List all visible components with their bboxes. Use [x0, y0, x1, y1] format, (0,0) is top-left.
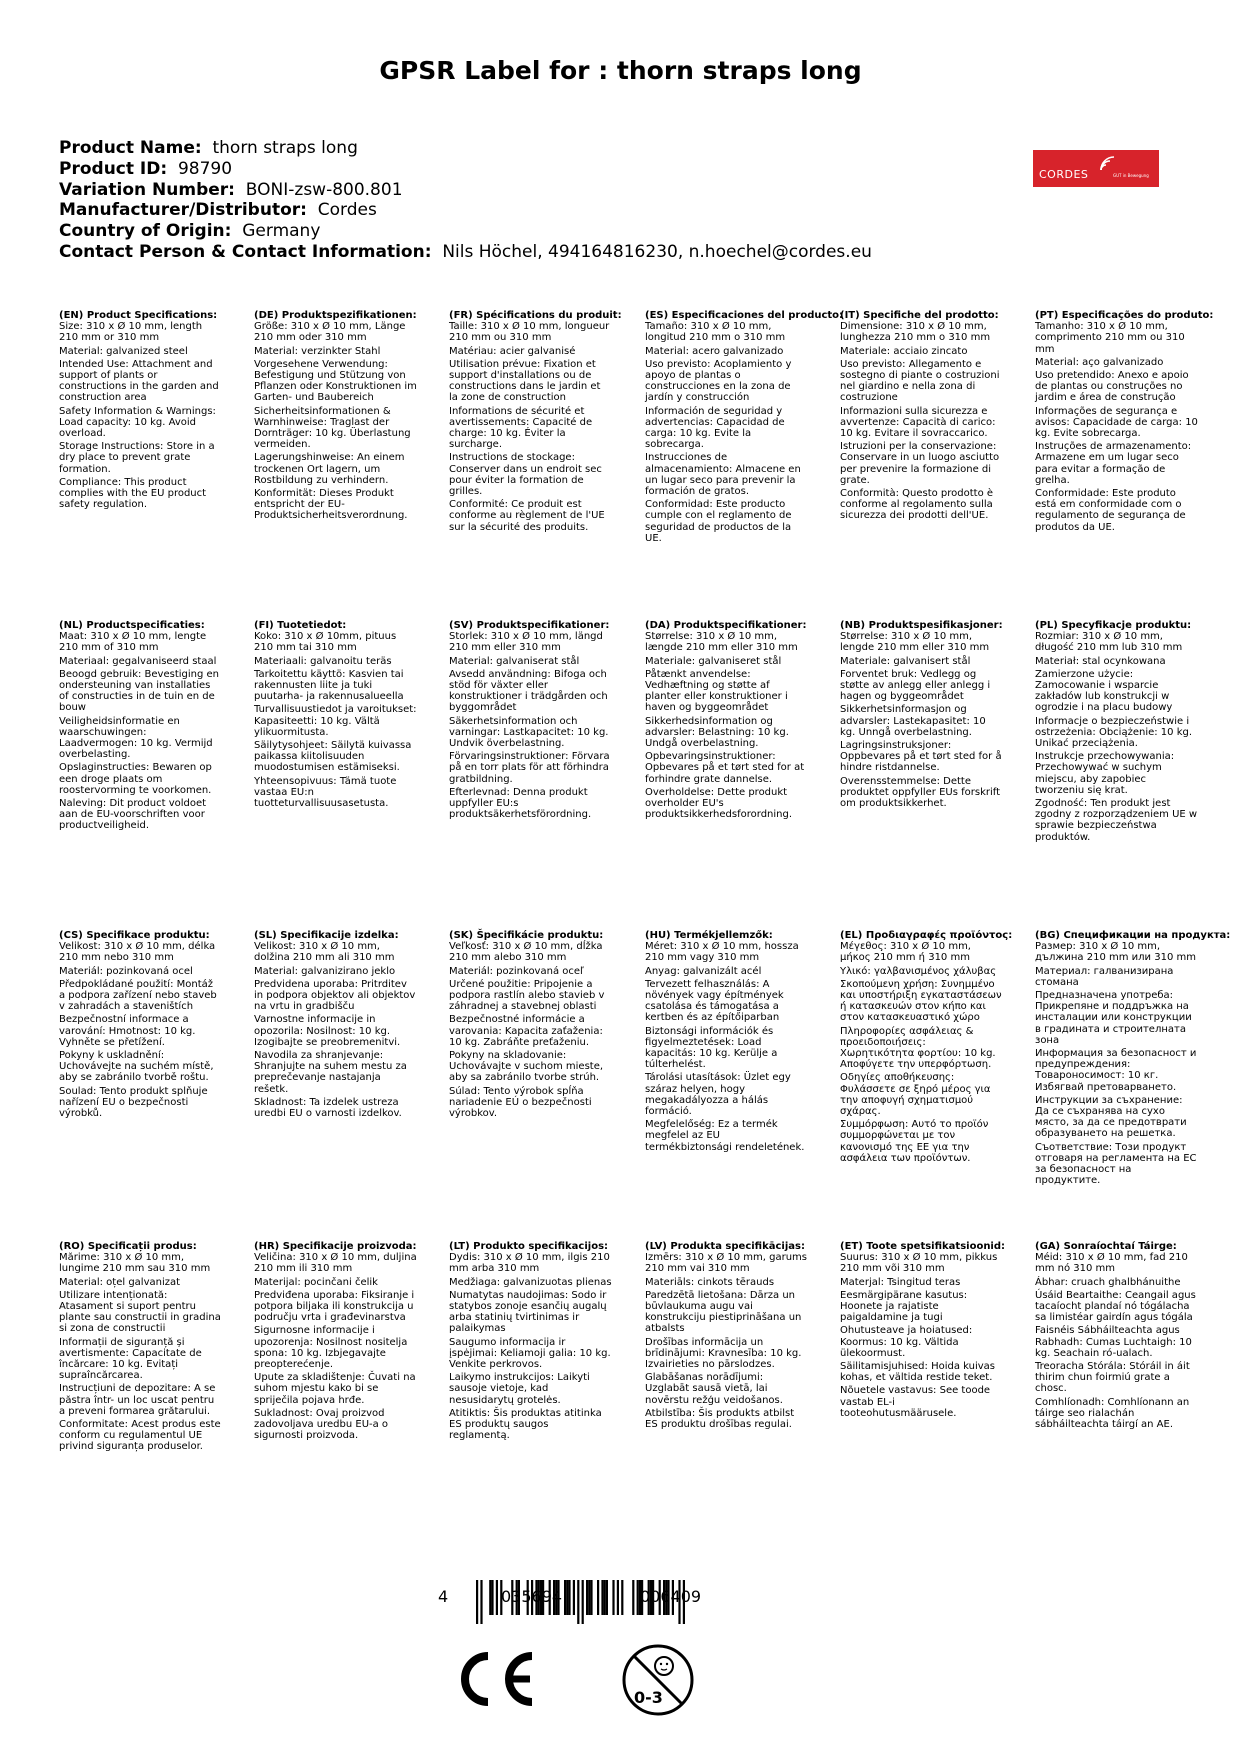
- barcode-bar: [612, 1580, 614, 1615]
- spec-paragraph: Opbevaringsinstruktioner: Opbevares på et tørt sted for at forhindre grate dannelse.: [645, 751, 805, 785]
- spec-paragraph: Material: verzinkter Stahl: [254, 345, 381, 357]
- logo-text: CORDES: [1039, 168, 1089, 181]
- spec-paragraph: Zgodność: Ten produkt jest zgodny z rozporządzeniem UE w sprawie bezpieczeństwa produktów.: [1035, 798, 1198, 843]
- spec-heading: (HR) Specifikacije proizvoda:: [254, 1241, 417, 1252]
- spec-block: [1035, 620, 1198, 845]
- spec-paragraph: Instrucciones de almacenamiento: Almacene en un lugar seco para prevenir la formación de gratos.: [645, 452, 801, 498]
- no-children-0-3-icon: [620, 1642, 696, 1718]
- barcode-bar: [564, 1580, 566, 1615]
- spec-block: [59, 310, 222, 512]
- spec-paragraph: Overholdelse: Dette produkt overholder EU's produktsikkerhedsforordning.: [645, 786, 793, 821]
- spec-paragraph: Förvaringsinstruktioner: Förvara på en torr plats för att förhindra gratbildning.: [449, 751, 610, 785]
- spec-paragraph: Bezpečnostné informácie a varovania: Kapacita zaťaženia: 10 kg. Zabráňte preťaženiu.: [449, 1014, 603, 1048]
- spec-paragraph: Forventet bruk: Vedlegg og støtte av anlegg eller anlegg i hagen og byggeområdet: [840, 668, 991, 703]
- barcode-bar: [632, 1580, 634, 1615]
- country-of-origin-value: Germany: [242, 221, 321, 242]
- spec-paragraph: Varnostne informacije in opozorila: Nosilnost: 10 kg. Izogibajte se preobremenitvi.: [254, 1014, 401, 1048]
- spec-paragraph: Veiligheidsinformatie en waarschuwingen: Laadvermogen: 10 kg. Vermijd overbelasting.: [59, 715, 213, 761]
- spec-heading: (DE) Produktspezifikationen:: [254, 310, 417, 321]
- spec-block: [645, 620, 808, 822]
- country-of-origin-label: Country of Origin:: [59, 221, 232, 242]
- contact-label: Contact Person & Contact Information:: [59, 241, 432, 262]
- spec-paragraph: Sigurnosne informacije i upozorenja: Nosilnost nositelja spona: 10 kg. Izbjegavajte preopterećenje.: [254, 1325, 408, 1371]
- product-name-label: Product Name:: [59, 138, 202, 158]
- spec-paragraph: Dimensione: 310 x Ø 10 mm, lunghezza 210 mm o 310 mm: [840, 321, 991, 344]
- spec-heading: (HU) Termékjellemzők:: [645, 930, 773, 941]
- spec-block: [645, 1241, 808, 1432]
- spec-paragraph: Předpokládané použití: Montáž a podpora zařízení nebo staveb v zahradách a staveništích: [59, 978, 217, 1013]
- spec-paragraph: Размер: 310 x Ø 10 mm, дължина 210 mm или 310 mm: [1035, 941, 1196, 964]
- barcode-bar: [617, 1580, 619, 1615]
- spec-heading: (NB) Produktspesifikasjoner:: [840, 620, 1003, 631]
- spec-paragraph: Medžiaga: galvanizuotas plienas: [449, 1276, 612, 1288]
- spec-paragraph: Informații de siguranță și avertismente: Capacitate de încărcare: 10 kg. Evitați supraîncărcarea.: [59, 1336, 202, 1382]
- spec-paragraph: Taille: 310 x Ø 10 mm, longueur 210 mm ou 310 mm: [449, 321, 610, 344]
- variation-number-value: BONI-zsw-800.801: [245, 179, 403, 200]
- spec-paragraph: Rozmiar: 310 x Ø 10 mm, długość 210 mm lub 310 mm: [1035, 631, 1183, 654]
- spec-heading: (LV) Produkta specifikācijas:: [645, 1241, 805, 1252]
- barcode-bar: [588, 1580, 590, 1615]
- spec-heading: (PT) Especificações do produto:: [1035, 310, 1214, 321]
- spec-paragraph: Biztonsági információk és figyelmeztetések: Load kapacitás: 10 kg. Kerülje a túlterhelést.: [645, 1025, 778, 1071]
- spec-paragraph: Eesmärgipärane kasutus: Hoonete ja rajatiste paigaldamine ja tugi: [840, 1289, 968, 1324]
- spec-paragraph: Suurus: 310 x Ø 10 mm, pikkus 210 mm või 310 mm: [840, 1252, 998, 1275]
- spec-paragraph: Größe: 310 x Ø 10 mm, Länge 210 mm oder 310 mm: [254, 321, 406, 344]
- spec-paragraph: Upute za skladištenje: Čuvati na suhom mjestu kako bi se spriječila pojava hrđe.: [254, 1372, 416, 1406]
- spec-block: [449, 930, 612, 1121]
- spec-paragraph: Materiál: pozinkovaná oceľ: [449, 965, 584, 977]
- barcode-bar: [637, 1580, 639, 1615]
- spec-paragraph: Material: acero galvanizado: [645, 345, 784, 357]
- spec-paragraph: Turvallisuustiedot ja varoitukset: Kapasiteetti: 10 kg. Vältä ylikuormitusta.: [254, 704, 417, 738]
- contact-row: [59, 242, 872, 263]
- spec-paragraph: Uso pretendido: Anexo e apoio de plantas ou construções no jardim e área de construção: [1035, 370, 1189, 404]
- spec-paragraph: Storlek: 310 x Ø 10 mm, längd 210 mm eller 310 mm: [449, 631, 603, 654]
- spec-paragraph: Pokyny na skladovanie: Uchovávajte v suchom mieste, aby sa zabránilo tvorbe strúh.: [449, 1050, 604, 1084]
- variation-number-row: [59, 180, 872, 201]
- barcode-left-group: 035694: [501, 1587, 563, 1606]
- spec-paragraph: Koko: 310 x Ø 10mm, pituus 210 mm tai 310 mm: [254, 631, 397, 654]
- spec-paragraph: Información de seguridad y advertencias: Capacidad de carga: 10 kg. Evite la sobrecarga.: [645, 405, 785, 451]
- spec-heading: (ES) Especificaciones del producto:: [645, 310, 844, 321]
- spec-paragraph: Pokyny k uskladnění: Uchovávejte na suchém místě, aby se zabránilo tvorbě roštu.: [59, 1050, 214, 1084]
- page-title: GPSR Label for : thorn straps long: [379, 56, 862, 85]
- spec-paragraph: Vorgesehene Verwendung: Befestigung und Stützung von Pflanzen oder Konstruktionen im Garten- und Baubereich: [254, 358, 417, 404]
- spec-paragraph: Material: galvanized steel: [59, 345, 188, 357]
- spec-paragraph: Saugumo informacija ir įspėjimai: Keliamoji galia: 10 kg. Venkite perkrovos.: [449, 1336, 611, 1371]
- spec-paragraph: Påtænkt anvendelse: Vedhæftning og støtte af planter eller konstruktioner i haven og byggeområdet: [645, 668, 788, 714]
- spec-paragraph: Instrucțiuni de depozitare: A se păstra într- un loc uscat pentru a preveni formarea grătarului.: [59, 1383, 216, 1417]
- spec-paragraph: Informações de segurança e avisos: Capacidade de carga: 10 kg. Evite sobrecarga.: [1035, 405, 1198, 440]
- barcode-bar: [577, 1580, 579, 1624]
- barcode-bar: [597, 1580, 599, 1615]
- spec-paragraph: Instruções de armazenamento: Armazene em um lugar seco para evitar a formação de grelha.: [1035, 441, 1192, 486]
- spec-paragraph: Konformität: Dieses Produkt entspricht der EU-Produktsicherheitsverordnung.: [254, 488, 408, 522]
- spec-heading: (IT) Specifiche del prodotto:: [840, 310, 999, 321]
- barcode-right-group: 006409: [640, 1587, 702, 1606]
- spec-paragraph: Glabāšanas norādījumi: Uzglabāt sausā vietā, lai novērstu režģu veidošanos.: [645, 1372, 783, 1406]
- spec-paragraph: Navodila za shranjevanje: Shranjujte na suhem mestu za preprečevanje nastajanja rešetk.: [254, 1050, 407, 1095]
- spec-heading: (EN) Product Specifications:: [59, 310, 218, 321]
- spec-paragraph: Uso previsto: Allegamento e sostegno di piante o costruzioni nel giardino e nella zona di costruzione: [840, 358, 1000, 404]
- spec-block: [59, 1241, 222, 1455]
- spec-paragraph: Comhlíonadh: Comhlíonann an táirge seo rialachán sábháilteachta táirgí an AE.: [1035, 1396, 1190, 1431]
- barcode-bar: [491, 1580, 493, 1615]
- barcode-bar: [590, 1580, 592, 1615]
- spec-paragraph: Safety Information & Warnings: Load capacity: 10 kg. Avoid overload.: [59, 405, 216, 440]
- spec-paragraph: Predviđena uporaba: Fiksiranje i potpora biljaka ili konstrukcija u području vrta i građevinarstva: [254, 1289, 415, 1324]
- spec-paragraph: Velikost: 310 x Ø 10 mm, dolžina 210 mm ali 310 mm: [254, 941, 395, 964]
- spec-paragraph: Určené použitie: Pripojenie a podpora rastlín alebo stavieb v záhradnej a stavebnej oblasti: [449, 978, 605, 1013]
- spec-paragraph: Velikost: 310 x Ø 10 mm, délka 210 mm nebo 310 mm: [59, 941, 216, 964]
- spec-paragraph: Materiāls: cinkots tērauds: [645, 1276, 775, 1288]
- spec-paragraph: Tervezett felhasználás: A növények vagy építmények csatolása és támogatása a kertben és az építőiparban: [645, 978, 784, 1024]
- spec-paragraph: Veľkosť: 310 x Ø 10 mm, dĺžka 210 mm alebo 310 mm: [449, 941, 603, 964]
- spec-paragraph: Ábhar: cruach ghalbhánuithe: [1035, 1276, 1181, 1288]
- spec-heading: (SV) Produktspecifikationer:: [449, 620, 610, 631]
- spec-block: [254, 1241, 417, 1443]
- spec-block: [645, 310, 844, 546]
- spec-heading: (DA) Produktspecifikationer:: [645, 620, 807, 631]
- spec-paragraph: Material: galvanizirano jeklo: [254, 965, 396, 977]
- barcode-bar: [573, 1580, 575, 1615]
- spec-paragraph: Størrelse: 310 x Ø 10 mm, længde 210 mm eller 310 mm: [645, 631, 798, 654]
- spec-block: [254, 310, 417, 524]
- spec-paragraph: Sikkerhedsinformation og advarsler: Belastning: 10 kg. Undgå overbelastning.: [645, 715, 789, 750]
- spec-block: [449, 310, 622, 535]
- spec-paragraph: Materiaali: galvanoitu teräs: [254, 655, 392, 667]
- barcode-bar: [476, 1580, 478, 1624]
- spec-paragraph: Πληροφορίες ασφάλειας & προειδοποιήσεις: Χωρητικότητα φορτίου: 10 kg. Αποφύγετε την υπερφόρτωση.: [840, 1025, 996, 1071]
- product-name-row: [59, 138, 872, 159]
- barcode-bar: [604, 1580, 606, 1615]
- spec-paragraph: Conformità: Questo prodotto è conforme al regolamento sulla sicurezza dei prodotti dell'UE.: [840, 488, 994, 522]
- spec-block: [449, 1241, 612, 1443]
- spec-heading: (RO) Specificații produs:: [59, 1241, 197, 1252]
- spec-paragraph: Méret: 310 x Ø 10 mm, hossza 210 mm vagy 310 mm: [645, 941, 799, 964]
- barcode-bar: [489, 1580, 491, 1615]
- spec-paragraph: Materiale: galvanisert stål: [840, 655, 971, 667]
- product-name-value: thorn straps long: [212, 138, 358, 158]
- contact-value: Nils Höchel, 494164816230, n.hoechel@cordes.eu: [442, 241, 872, 262]
- spec-paragraph: Säilitamisjuhised: Hoida kuivas kohas, et vältida restide teket.: [840, 1361, 996, 1384]
- spec-paragraph: Materjal: Tsingitud teras: [840, 1276, 961, 1288]
- spec-paragraph: Compliance: This product complies with the EU product safety regulation.: [59, 476, 207, 511]
- spec-block: [1035, 930, 1231, 1188]
- spec-paragraph: Atitiktis: Šis produktas atitinka ES produktų saugos reglamentą.: [449, 1407, 602, 1442]
- spec-paragraph: Sicherheitsinformationen & Warnhinweise: Traglast der Dornträger: 10 kg. Überlastung vermeiden.: [254, 405, 411, 451]
- spec-paragraph: Uso previsto: Acoplamiento y apoyo de plantas o construcciones en la zona de jardín y construcción: [645, 358, 792, 404]
- spec-paragraph: Maat: 310 x Ø 10 mm, lengte 210 mm of 310 mm: [59, 631, 207, 654]
- spec-paragraph: Materiál: pozinkovaná ocel: [59, 965, 193, 977]
- spec-paragraph: Izmērs: 310 x Ø 10 mm, garums 210 mm vai 310 mm: [645, 1252, 807, 1275]
- spec-paragraph: Informazioni sulla sicurezza e avvertenze: Capacità di carico: 10 kg. Evitare il sovraccarico.: [840, 405, 996, 440]
- barcode-bar: [582, 1580, 584, 1624]
- spec-paragraph: Ohutusteave ja hoiatused: Koormus: 10 kg. Vältida ülekoormust.: [840, 1325, 973, 1359]
- logo-tagline: GUT in Bewegung: [1113, 173, 1149, 178]
- spec-paragraph: Tarkoitettu käyttö: Kasvien tai rakennusten liite ja tuki puutarha- ja rakennusalueella: [254, 668, 404, 703]
- spec-paragraph: Μέγεθος: 310 x Ø 10 mm, μήκος 210 mm ή 310 mm: [840, 941, 971, 964]
- barcode-bar: [496, 1580, 498, 1615]
- barcode-bar: [480, 1580, 482, 1624]
- spec-paragraph: Informacje o bezpieczeństwie i ostrzeżenia: Obciążenie: 10 kg. Unikać przeciążenia.: [1035, 715, 1193, 750]
- spec-block: [254, 930, 417, 1121]
- spec-paragraph: Mărime: 310 x Ø 10 mm, lungime 210 mm sau 310 mm: [59, 1252, 211, 1275]
- spec-heading: (FI) Tuotetiedot:: [254, 620, 347, 631]
- spec-paragraph: Säilytysohjeet: Säilytä kuivassa paikassa kiitolisuuden muodostumisen estämiseksi.: [254, 740, 412, 774]
- spec-block: [840, 1241, 1006, 1421]
- spec-paragraph: Материал: галванизирана стомана: [1035, 965, 1174, 988]
- spec-paragraph: Säkerhetsinformation och varningar: Lastkapacitet: 10 kg. Undvik överbelastning.: [449, 715, 609, 750]
- spec-paragraph: Zamierzone użycie: Zamocowanie i wsparcie zakładów lub konstrukcji w ogrodzie i na placu budowy: [1035, 668, 1173, 714]
- spec-block: [840, 930, 1013, 1166]
- spec-paragraph: Material: oțel galvanizat: [59, 1276, 181, 1288]
- spec-paragraph: Atbilstība: Šis produkts atbilst ES produktu drošības regulai.: [645, 1407, 795, 1431]
- spec-paragraph: Úsáid Beartaithe: Ceangail agus tacaíocht plandaí nó tógálacha sa limistéar gairdín agus tógála: [1035, 1289, 1196, 1324]
- spec-paragraph: Съответствие: Този продукт отговаря на регламента на ЕС за безопасност на продуктите.: [1035, 1141, 1197, 1187]
- spec-paragraph: Conformité: Ce produit est conforme au règlement de l'UE sur la sécurité des produits.: [449, 499, 605, 533]
- spec-paragraph: Bezpečnostní informace a varování: Hmotnost: 10 kg. Vyhněte se přetížení.: [59, 1014, 196, 1048]
- product-id-row: [59, 159, 872, 180]
- spec-paragraph: Tamaño: 310 x Ø 10 mm, longitud 210 mm o 310 mm: [645, 321, 786, 344]
- spec-heading: (LT) Produkto specifikacijos:: [449, 1241, 609, 1252]
- spec-paragraph: Overensstemmelse: Dette produktet oppfyller EUs forskrift om produktsikkerhet.: [840, 775, 1001, 810]
- spec-paragraph: Faisnéis Sábháilteachta agus Rabhadh: Cumas Luchtaigh: 10 kg. Seachain ró-ualach.: [1035, 1325, 1192, 1359]
- spec-block: [840, 310, 1003, 524]
- spec-paragraph: Skladnost: Ta izdelek ustreza uredbi EU o varnosti izdelkov.: [254, 1096, 402, 1120]
- spec-paragraph: Avsedd användning: Bifoga och stöd för växter eller konstruktioner i trädgården och byggområdet: [449, 668, 608, 714]
- spec-paragraph: Materiaal: gegalvaniseerd staal: [59, 655, 217, 667]
- spec-paragraph: Lagringsinstruksjoner: Oppbevares på et tørt sted for å hindre ristdannelse.: [840, 740, 1002, 774]
- variation-number-label: Variation Number:: [59, 179, 235, 200]
- spec-paragraph: Predvidena uporaba: Pritrditev in podpora objektov ali objektov na vrtu in gradbišču: [254, 978, 416, 1013]
- spec-paragraph: Matériau: acier galvanisé: [449, 345, 576, 357]
- spec-paragraph: Инструкции за съхранение: Да се съхранява на сухо място, за да се предотврати образуването на решетка.: [1035, 1094, 1187, 1140]
- product-id-value: 98790: [177, 158, 233, 179]
- barcode-bar: [566, 1580, 568, 1615]
- spec-paragraph: Størrelse: 310 x Ø 10 mm, lengde 210 mm eller 310 mm: [840, 631, 990, 654]
- spec-paragraph: Efterlevnad: Denna produkt uppfyller EU:s produktsäkerhetsförordning.: [449, 786, 592, 821]
- spec-block: [59, 930, 222, 1121]
- spec-paragraph: Beoogd gebruik: Bevestiging en ondersteuning van installaties of constructies in de tuin en de bouw: [59, 668, 220, 714]
- spec-paragraph: Instrukcje przechowywania: Przechowywać w suchym miejscu, aby zapobiec tworzeniu się krat.: [1035, 751, 1175, 796]
- spec-heading: (SL) Specifikacije izdelka:: [254, 930, 399, 941]
- barcode-bar: [621, 1580, 623, 1615]
- spec-paragraph: Σκοπούμενη χρήση: Συνημμένο και υποστήριξη εγκαταστάσεων ή κατασκευών στον κήπο και στον κατασκευαστικό χώρο: [840, 978, 1002, 1024]
- spec-paragraph: Anyag: galvanizált acél: [645, 965, 762, 977]
- age-range-text: 0-3: [634, 1688, 663, 1707]
- spec-heading: (BG) Спецификации на продукта:: [1035, 930, 1231, 941]
- ce-mark-icon: [450, 1650, 536, 1708]
- product-id-label: Product ID:: [59, 158, 168, 179]
- spec-paragraph: Materiale: galvaniseret stål: [645, 655, 782, 667]
- spec-paragraph: Informations de sécurité et avertissements: Capacité de charge: 10 kg. Éviter la surcharge.: [449, 405, 593, 451]
- spec-block: [1035, 310, 1214, 535]
- spec-paragraph: Nõuetele vastavus: See toode vastab EL-i tooteohutusmäärusele.: [840, 1385, 991, 1419]
- spec-heading: (EL) Προδιαγραφές προϊόντος:: [840, 930, 1013, 941]
- spec-paragraph: Intended Use: Attachment and support of plants or constructions in the garden and construction area: [59, 358, 219, 404]
- spec-block: [254, 620, 417, 811]
- spec-paragraph: Material: aço galvanizado: [1035, 356, 1164, 368]
- spec-paragraph: Conformidade: Este produto está em conformidade com o regulamento de segurança de produtos da UE.: [1035, 488, 1186, 533]
- spec-paragraph: Dydis: 310 x Ø 10 mm, ilgis 210 mm arba 310 mm: [449, 1252, 610, 1275]
- spec-block: [449, 620, 612, 822]
- country-of-origin-row: [59, 221, 872, 242]
- barcode-bar: [601, 1580, 603, 1615]
- spec-paragraph: Предназначена употреба: Прикрепяне и поддръжка на инсталации или конструкции в градината и строителната зона: [1035, 990, 1192, 1046]
- spec-paragraph: Информация за безопасност и предупреждения: Товароносимост: 10 кг. Избягвай претоварването.: [1035, 1048, 1197, 1093]
- spec-heading: (SK) Špecifikácie produktu:: [449, 930, 604, 941]
- spec-heading: (NL) Productspecificaties:: [59, 620, 205, 631]
- spec-block: [59, 620, 222, 834]
- spec-paragraph: Utilisation prévue: Fixation et support d'installations ou de constructions dans le jardin et la zone de construction: [449, 358, 601, 404]
- spec-paragraph: Treoracha Stórála: Stóráil in áit thirim chun foirmiú grate a chosc.: [1035, 1361, 1190, 1395]
- spec-paragraph: Méid: 310 x Ø 10 mm, fad 210 mm nó 310 mm: [1035, 1252, 1188, 1275]
- spec-paragraph: Veličina: 310 x Ø 10 mm, duljina 210 mm ili 310 mm: [254, 1252, 417, 1275]
- barcode-bar: [568, 1580, 570, 1615]
- spec-heading: (ET) Toote spetsifikatsioonid:: [840, 1241, 1006, 1252]
- spec-paragraph: Conformidad: Este producto cumple con el reglamento de seguridad de productos de la UE.: [645, 499, 792, 544]
- spec-block: [1035, 1241, 1198, 1432]
- spec-paragraph: Tárolási utasítások: Üzlet egy száraz helyen, hogy megakadályozza a hálás formáció.: [645, 1072, 791, 1118]
- spec-paragraph: Συμμόρφωση: Αυτό το προϊόν συμμορφώνεται με τον κανονισμό της ΕΕ για την ασφάλεια των προϊόντων.: [840, 1119, 989, 1164]
- spec-paragraph: Size: 310 x Ø 10 mm, length 210 mm or 310 mm: [59, 321, 203, 344]
- spec-paragraph: Instructions de stockage: Conserver dans un endroit sec pour éviter la formation de grilles.: [449, 452, 602, 498]
- spec-paragraph: Yhteensopivuus: Tämä tuote vastaa EU:n tuotteturvallisuusasetusta.: [254, 775, 397, 810]
- spec-paragraph: Οδηγίες αποθήκευσης: Φυλάσσετε σε ξηρό μέρος για την αποφυγή σχηματισμού σχάρας.: [840, 1072, 991, 1118]
- spec-heading: (CS) Specifikace produktu:: [59, 930, 210, 941]
- spec-paragraph: Tamanho: 310 x Ø 10 mm, comprimento 210 mm ou 310 mm: [1035, 321, 1185, 355]
- manufacturer-row: [59, 200, 872, 221]
- manufacturer-value: Cordes: [317, 200, 377, 221]
- spec-paragraph: Istruzioni per la conservazione: Conservare in un luogo asciutto per prevenire la formazione di grate.: [840, 441, 1000, 486]
- spec-paragraph: Drošības informācija un brīdinājumi: Kravnesība: 10 kg. Izvairieties no pārslodzes.: [645, 1336, 802, 1371]
- spec-paragraph: Conformitate: Acest produs este conform cu regulamentul UE privind siguranța produselor.: [59, 1419, 221, 1453]
- spec-paragraph: Naleving: Dit product voldoet aan de EU-voorschriften voor productveiligheid.: [59, 798, 207, 832]
- spec-block: [840, 620, 1003, 811]
- spec-paragraph: Material: galvaniserat stål: [449, 655, 580, 667]
- manufacturer-label: Manufacturer/Distributor:: [59, 200, 307, 221]
- spec-paragraph: Lagerungshinweise: An einem trockenen Ort lagern, um Rostbildung zu verhindern.: [254, 452, 405, 486]
- spec-paragraph: Materiale: acciaio zincato: [840, 345, 968, 357]
- spec-paragraph: Υλικό: γαλβανισμένος χάλυβας: [840, 965, 997, 977]
- spec-heading: (FR) Spécifications du produit:: [449, 310, 622, 321]
- spec-paragraph: Soulad: Tento produkt splňuje nařízení EU o bezpečnosti výrobků.: [59, 1085, 208, 1120]
- spec-paragraph: Numatytas naudojimas: Sodo ir statybos zonoje esančių augalų arba statinių tvirtinimas ir palaikymas: [449, 1289, 607, 1335]
- barcode-bar: [586, 1580, 588, 1615]
- spec-heading: (GA) Sonraíochtaí Táirge:: [1035, 1241, 1177, 1252]
- spec-paragraph: Utilizare intenționată: Atasament si suport pentru plante sau constructii in gradina si zona de constructii: [59, 1289, 221, 1335]
- cordes-logo: [1033, 150, 1159, 187]
- product-info: [59, 138, 872, 263]
- spec-paragraph: Sikkerhetsinformasjon og advarsler: Lastekapasitet: 10 kg. Unngå overbelastning.: [840, 704, 986, 738]
- spec-heading: (PL) Specyfikacje produktu:: [1035, 620, 1192, 631]
- spec-paragraph: Opslaginstructies: Bewaren op een droge plaats om roostervorming te voorkomen.: [59, 762, 212, 796]
- spec-paragraph: Megfelelőség: Ez a termék megfelel az EU termékbiztonsági rendeletének.: [645, 1119, 805, 1153]
- spec-paragraph: Laikymo instrukcijos: Laikyti sausoje vietoje, kad nesusidarytų grotelės.: [449, 1372, 590, 1406]
- spec-paragraph: Paredzētā lietošana: Dārza un būvlaukuma augu vai konstrukciju piestiprināšana un atbalsts: [645, 1289, 802, 1335]
- spec-paragraph: Storage Instructions: Store in a dry place to prevent grate formation.: [59, 441, 215, 475]
- spec-paragraph: Sukladnost: Ovaj proizvod zadovoljava uredbu EU-a o sigurnosti proizvoda.: [254, 1407, 389, 1442]
- spec-paragraph: Materijal: pocinčani čelik: [254, 1276, 378, 1288]
- spec-paragraph: Súlad: Tento výrobok spĺňa nariadenie EÚ o bezpečnosti výrobkov.: [449, 1085, 592, 1120]
- spec-block: [645, 930, 808, 1155]
- barcode-first-digit: 4: [438, 1587, 449, 1606]
- spec-paragraph: Materiał: stal ocynkowana: [1035, 655, 1166, 667]
- barcode-bar: [606, 1580, 608, 1615]
